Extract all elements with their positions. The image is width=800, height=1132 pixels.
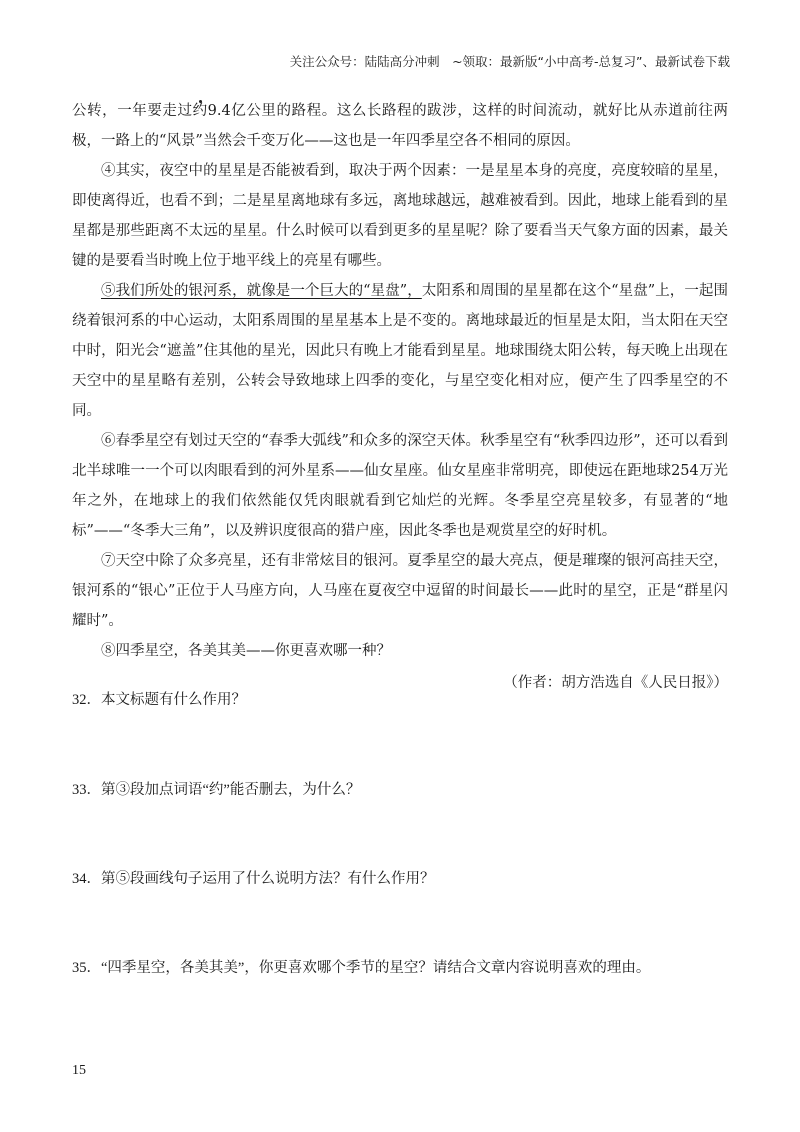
question-32: 32．本文标题有什么作用？ [72, 692, 246, 708]
page-number: 15 [72, 1063, 86, 1078]
paragraph-8: ⑧四季星空，各美其美——你更喜欢哪一种？ [101, 643, 391, 659]
page-header: 关注公众号：陆陆高分冲刺 ~领取：最新版“小中高考-总复习”、最新试卷下载 [289, 54, 730, 69]
article-source: （作者：胡方浩选自《人民日报》） [503, 675, 728, 691]
article-body [72, 96, 728, 698]
emphasis-dotted-word: 约 [192, 103, 208, 119]
paragraph-3-continuation [72, 96, 728, 156]
text-span: 9.4亿公里的路程。这么长路程的跋涉，这样的时间流动，就好比从赤道前往两极，一路上的“风景”当然会千变万化——这也是一年四季星空各不相同的原因。 [72, 103, 729, 149]
question-34: 34．第⑤段画线句子运用了什么说明方法？有什么作用？ [72, 871, 435, 887]
question-33: 33．第③段加点词语“约”能否删去，为什么？ [72, 782, 361, 798]
question-35: 35．“四季星空，各美其美”，你更喜欢哪个季节的星空？请结合文章内容说明喜欢的理由。 [72, 960, 651, 976]
text-span: 太阳系和周围的星星都在这个“星盘”上，一起围绕着银河系的中心运动，太阳系周围的星星基本上是不变的。离地球最近的恒星是太阳，当太阳在天空中时，阳光会“遮盖”住其他的星光，因此只有晚上才能看到星星。地球围绕太阳公转，每天晚上出现在天空中的星星略有差别，公转会导致地球上四季的变化，与星空变化相对应，便产生了四季星空的不同。 [72, 283, 728, 419]
paragraph-7: ⑦天空中除了众多亮星，还有非常炫目的银河。夏季星空的最大亮点，便是璀璨的银河高挂天空，银河系的“银心”正位于人马座方向，人马座在夏夜空中逗留的时间最长——此时的星空，正是“群星闪耀时”。 [72, 553, 728, 629]
paragraph-4: ④其实，夜空中的星星是否能被看到，取决于两个因素：一是星星本身的亮度，亮度较暗的星星，即使离得近，也看不到；二是星星离地球有多远，离地球越远，越难被看到。因此，地球上能看到的星星都是那些距离不太远的星星。什么时候可以看到更多的星星呢？除了要看当天气象方面的因素，最关键的是要看当时晚上位于地平线上的亮星有哪些。 [72, 163, 728, 269]
paragraph-5 [72, 276, 728, 426]
text-span: 公转，一年要走过 [72, 103, 193, 119]
paragraph-6: ⑥春季星空有划过天空的“春季大弧线”和众多的深空天体。秋季星空有“秋季四边形”，还可以看到北半球唯一一个可以肉眼看到的河外星系——仙女星座。仙女星座非常明亮，即使远在距地球254万光年之外，在地球上的我们依然能仅凭肉眼就看到它灿烂的光辉。冬季星空亮星较多，有显著的“地标”——“冬季大三角”，以及辨识度很高的猎户座，因此冬季也是观赏星空的好时机。 [72, 433, 728, 539]
underlined-sentence: ⑤我们所处的银河系，就像是一个巨大的“星盘”， [101, 283, 422, 299]
